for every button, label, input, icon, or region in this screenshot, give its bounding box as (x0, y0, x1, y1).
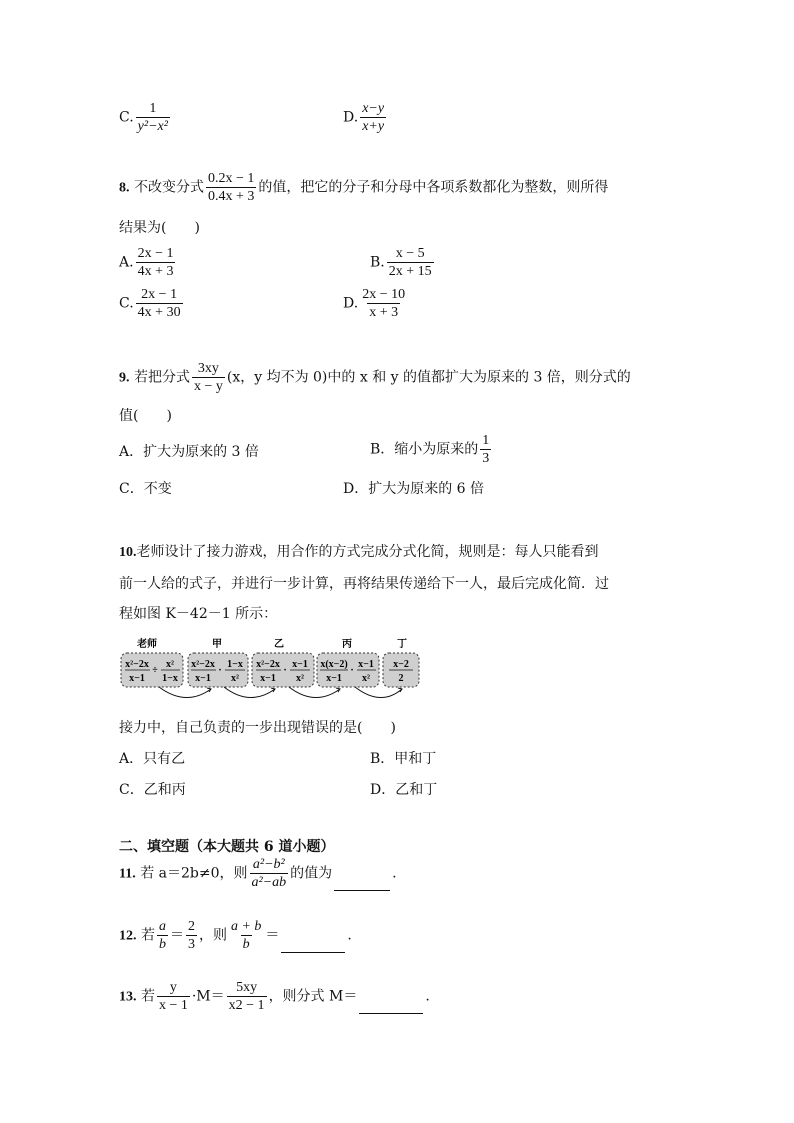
q9-option-a: A．扩大为原来的 3 倍 (119, 444, 259, 460)
relay-yi-b-den: x² (296, 673, 304, 684)
relay-yi-a-den: x−1 (260, 673, 276, 684)
relay-teacher-op: ÷ (152, 665, 158, 676)
q12-answer-blank[interactable] (281, 952, 345, 953)
q9-stem: 9. 若把分式 $\frac{3xy}{x - y}$ (x，y 均不为 0)中的 x 和 y 的值都扩大为原来的 3 倍，则分式的 (119, 361, 631, 394)
relay-yi-a-num: x²−2x (256, 659, 280, 670)
relay-bing-b-num: x−1 (358, 659, 374, 670)
q10-stem-line3: 程如图 K－42－1 所示： (119, 606, 278, 622)
q7-option-d: D. $\frac{x-y}{x+y}$ (343, 101, 385, 134)
q7-option-c-fraction: $\frac{1}{\text{y²−x²}}$ (137, 101, 168, 134)
q8-option-b: B. $\frac{x - 5}{2x + 15}$ (370, 246, 432, 279)
relay-name-yi: 乙 (274, 639, 284, 650)
q8-option-d-fraction: $\frac{2x - 10}{x + 3}$ (362, 287, 406, 320)
q11-answer-blank[interactable] (334, 890, 390, 891)
relay-yi-b-num: x−1 (292, 659, 308, 670)
q8-stem-line2: 结果为( ) (119, 220, 200, 236)
q9-stem-line2: 值( ) (119, 408, 172, 424)
q11-number: 11. (119, 866, 136, 882)
q9-option-b: B．缩小为原来的 $\frac{1}{3}$ (370, 433, 490, 466)
q10-stem-line1: 10.老师设计了接力游戏，用合作的方式完成分式化简，规则是：每人只能看到 (119, 544, 599, 560)
relay-teacher-a-den: x−1 (129, 673, 145, 684)
q10-option-b: B．甲和丁 (370, 751, 437, 767)
q8-option-d: D. $\frac{2x - 10}{x + 3}$ (343, 287, 406, 320)
relay-ding-den: 2 (398, 673, 404, 684)
q7-option-c: C. $\frac{1}{\text{y²−x²}}$ (119, 101, 168, 134)
relay-teacher-a-num: x²−2x (125, 659, 149, 670)
q10-question: 接力中，自己负责的一步出现错误的是( ) (119, 720, 396, 736)
q10-stem-line2: 前一人给的式子，并进行一步计算，再将结果传递给下一人，最后完成化简．过 (119, 576, 609, 592)
q9-option-d: D．扩大为原来的 6 倍 (343, 481, 485, 497)
relay-arrow-2 (224, 687, 275, 698)
relay-arrow-1 (159, 687, 211, 698)
q13-number: 13. (119, 989, 137, 1005)
q9-fraction: $\frac{3xy}{x - y}$ (193, 361, 223, 394)
relay-jia-a-den: x−1 (195, 673, 211, 684)
relay-teacher-b-num: x² (166, 659, 174, 670)
q8-fraction: $\frac{0.2x - 1}{0.4x + 3}$ (207, 171, 255, 204)
relay-bing-a-den: x−1 (326, 673, 342, 684)
q7-option-d-fraction: $\frac{x-y}{x+y}$ (362, 101, 385, 134)
q9-option-c: C．不变 (119, 481, 172, 497)
q13-fraction-1: $\frac{y}{x - 1}$ (158, 980, 188, 1013)
relay-yi-op: · (283, 665, 287, 676)
relay-bing-op: · (350, 665, 354, 676)
q12-fraction-target: $\frac{a + b}{b}$ (230, 919, 262, 952)
relay-arrow-4 (355, 687, 402, 698)
relay-ding-num: x−2 (393, 659, 409, 670)
relay-jia-op: · (218, 665, 222, 676)
relay-name-jia: 甲 (212, 639, 222, 650)
q8-option-c: C. $\frac{2x - 1}{4x + 30}$ (119, 287, 181, 320)
relay-bing-b-den: x² (362, 673, 370, 684)
relay-teacher-b-den: 1−x (162, 673, 178, 684)
relay-bing-a-num: x(x−2) (320, 659, 348, 670)
q12-stem: 12. 若 $\frac{a}{b}$ ＝ $\frac{2}{3}$ ，则 $\frac{a + b}{b}$ ＝ . (119, 919, 352, 952)
q9-number: 9. (119, 370, 130, 386)
q8-stem: 8. 不改变分式 $\frac{0.2x - 1}{0.4x + 3}$ 的值，把它的分子和分母中各项系数都化为整数，则所得 (119, 171, 609, 204)
q9-option-b-fraction: $\frac{1}{3}$ (482, 433, 490, 466)
relay-name-ding: 丁 (397, 639, 407, 650)
q8-option-c-fraction: $\frac{2x - 1}{4x + 30}$ (137, 287, 181, 320)
q10-option-d: D．乙和丁 (370, 782, 438, 798)
relay-jia-b-den: x² (231, 673, 239, 684)
q11-fraction: $\frac{\text{a²−b²}}{\text{a²−ab}}$ (251, 857, 287, 890)
relay-arrow-3 (289, 687, 340, 698)
q11-stem: 11. 若 a＝2b≠0，则 $\frac{\text{a²−b²}}{\text{a²−ab}}$ 的值为 . (119, 857, 397, 890)
q8-number: 8. (119, 180, 130, 196)
relay-name-teacher: 老师 (137, 639, 157, 650)
q13-answer-blank[interactable] (359, 1013, 423, 1014)
relay-name-bing: 丙 (342, 639, 352, 650)
relay-diagram-svg (119, 637, 419, 703)
relay-jia-a-num: x²−2x (191, 659, 215, 670)
q12-number: 12. (119, 928, 137, 944)
q13-fraction-2: $\frac{5xy}{x2 - 1}$ (228, 980, 265, 1013)
q10-number: 10. (119, 545, 137, 560)
relay-diagram (119, 637, 419, 703)
q10-option-c: C．乙和丙 (119, 782, 186, 798)
q12-fraction-2-3: $\frac{2}{3}$ (187, 919, 195, 952)
q13-stem: 13. 若 $\frac{y}{x - 1}$ ·M＝ $\frac{5xy}{x2 - 1}$ ，则分式 M＝ . (119, 980, 430, 1013)
q8-option-b-fraction: $\frac{x - 5}{2x + 15}$ (388, 246, 432, 279)
q10-option-a: A．只有乙 (119, 751, 186, 767)
q8-option-a: A. $\frac{2x - 1}{4x + 3}$ (119, 246, 174, 279)
section-heading-fill-in: 二、填空题（本大题共 6 道小题） (119, 839, 335, 855)
relay-jia-b-num: 1−x (227, 659, 243, 670)
q12-fraction-a-b: $\frac{a}{b}$ (158, 919, 166, 952)
q8-option-a-fraction: $\frac{2x - 1}{4x + 3}$ (137, 246, 174, 279)
